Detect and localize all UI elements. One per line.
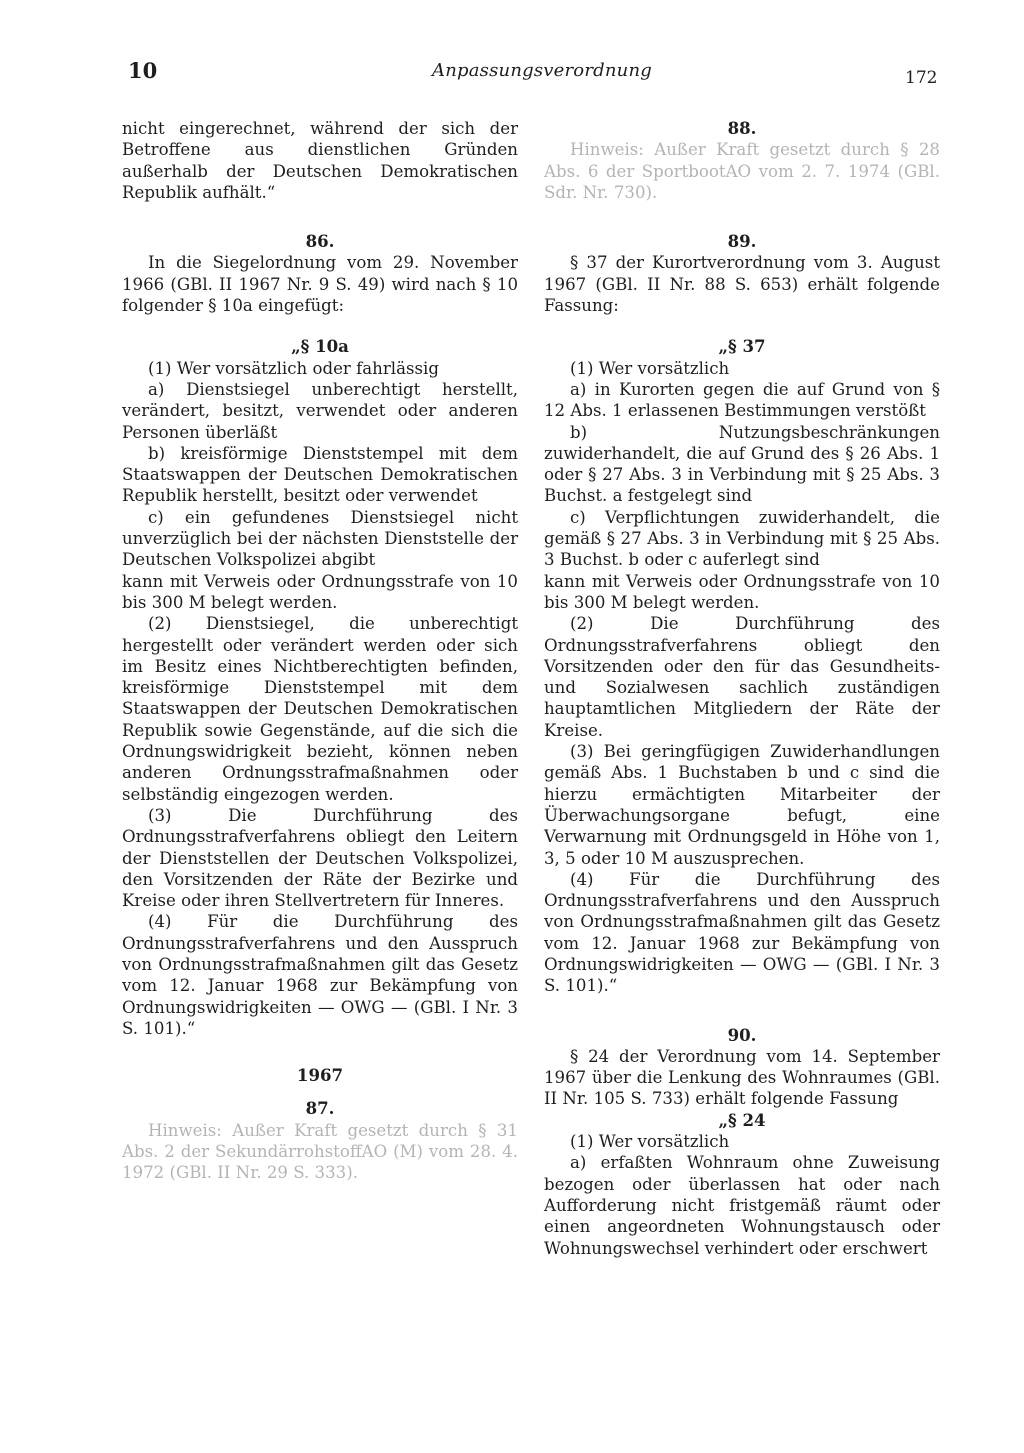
penalty-text: kann mit Verweis oder Ordnungsstrafe von 10 bis 300 M belegt werden.: [544, 571, 940, 612]
left-column: [122, 118, 518, 1184]
paragraph-2: (2) Die Durchführung des Ordnungsstrafverfahrens obliegt den Vorsitzenden oder den für das Gesundheits- und Sozialwesen sachlich zuständigen hauptamtlichen Mitgliedern der Räte der Kreise.: [544, 614, 940, 740]
section-87-number: 87.: [305, 1098, 335, 1119]
paragraph-4: (4) Für die Durchführung des Ordnungsstrafverfahrens und den Ausspruch von Ordnungsstrafmaßnahmen gilt das Gesetz vom 12. Januar 1968 zur Bekämpfung von Ordnungswidrigkeiten — OWG — (GBl. I Nr. 3 S. 101).“: [544, 869, 940, 996]
paragraph-3: (3) Bei geringfügigen Zuwiderhandlungen gemäß Abs. 1 Buchstaben b und c sind die hierzu ermächtigten Mitarbeiter der Überwachungsorgane befugt, eine Verwarnung mit Ordnungsgeld in Höhe von 1, 3, 5 oder 10 M auszusprechen.: [544, 742, 940, 868]
penalty-text: kann mit Verweis oder Ordnungsstrafe von 10 bis 300 M belegt werden.: [122, 571, 518, 612]
item-b: b) Nutzungsbeschränkungen zuwiderhandelt, die auf Grund des § 26 Abs. 1 oder § 27 Abs. 3 in Verbindung mit § 25 Abs. 3 Buchst. a festgelegt sind: [544, 422, 940, 506]
section-88-note: Hinweis: Außer Kraft gesetzt durch § 28 Abs. 6 der SportbootAO vom 2. 7. 1974 (GBl. Sdr. Nr. 730).: [544, 140, 940, 202]
section-10a-title: „§ 10a: [291, 336, 349, 357]
section-89-number: 89.: [727, 231, 757, 252]
page-number-right: 172: [905, 68, 938, 88]
right-column: [544, 118, 940, 1259]
section-87-note: Hinweis: Außer Kraft gesetzt durch § 31 Abs. 2 der SekundärrohstoffAO (M) vom 28. 4. 1972 (GBl. II Nr. 29 S. 333).: [122, 1120, 518, 1183]
item-a: a) Dienstsiegel unberechtigt herstellt, verändert, besitzt, verwendet oder anderen Personen überläßt: [122, 379, 518, 442]
continuation-text: nicht eingerechnet, während der sich der Betroffene aus dienstlichen Gründen außerhalb der Deutschen Demokratischen Republik aufhält.“: [122, 119, 518, 202]
paragraph-1: (1) Wer vorsätzlich: [570, 358, 730, 378]
paragraph-4: (4) Für die Durchführung des Ordnungsstrafverfahrens und den Ausspruch von Ordnungsstrafmaßnahmen gilt das Gesetz vom 12. Januar 1968 zur Bekämpfung von Ordnungswidrigkeiten — OWG — (GBl. I Nr. 3 S. 101).“: [122, 912, 518, 1038]
paragraph-2: (2) Dienstsiegel, die unberechtigt hergestellt oder verändert werden oder sich im Besitz eines Nichtberechtigten befinden, kreisförmige Dienststempel mit dem Staatswappen der Deutschen Demokratischen Republik sowie Gegenstände, auf die sich die Ordnungswidrigkeit bezieht, können neben anderen Ordnungsstrafmaßnahmen oder selbständig eingezogen werden.: [122, 614, 518, 804]
section-86-text: In die Siegelordnung vom 29. November 1966 (GBl. II 1967 Nr. 9 S. 49) wird nach § 10 folgender § 10a eingefügt:: [122, 253, 518, 316]
item-b: b) kreisförmige Dienststempel mit dem Staatswappen der Deutschen Demokratischen Republik herstellt, besitzt oder verwendet: [122, 443, 518, 506]
section-86-number: 86.: [305, 231, 335, 252]
section-37-title: „§ 37: [718, 336, 766, 357]
year-heading: 1967: [296, 1065, 344, 1086]
section-89-text: § 37 der Kurortverordnung vom 3. August 1967 (GBl. II Nr. 88 S. 653) erhält folgende Fassung:: [544, 253, 940, 316]
section-90-text: § 24 der Verordnung vom 14. September 1967 über die Lenkung des Wohnraumes (GBl. II Nr. 105 S. 733) erhält folgende Fassung: [544, 1046, 940, 1109]
item-c: c) ein gefundenes Dienstsiegel nicht unverzüglich bei der nächsten Dienststelle der Deutschen Volkspolizei abgibt: [122, 507, 518, 570]
section-88-number: 88.: [727, 118, 757, 138]
section-24-title: „§ 24: [718, 1109, 766, 1130]
section-90-number: 90.: [727, 1024, 757, 1045]
paragraph-1: (1) Wer vorsätzlich: [570, 1132, 730, 1152]
paragraph-3: (3) Die Durchführung des Ordnungsstrafverfahrens obliegt den Leitern der Dienststellen der Deutschen Volkspolizei, den Vorsitzenden der Räte der Bezirke und Kreise oder ihren Stellvertretern für Inneres.: [122, 805, 518, 911]
page-number: 10: [128, 58, 158, 83]
paragraph-1: (1) Wer vorsätzlich oder fahrlässig: [148, 358, 439, 378]
item-a: a) erfaßten Wohnraum ohne Zuweisung bezogen oder überlassen hat oder nach Aufforderung nicht fristgemäß räumt oder einen angeordneten Wohnungstausch oder Wohnungswechsel verhindert oder erschwert: [544, 1153, 940, 1258]
item-a: a) in Kurorten gegen die auf Grund von § 12 Abs. 1 erlassenen Bestimmungen verstößt: [544, 379, 940, 421]
running-title: Anpassungsverordnung: [432, 60, 652, 81]
item-c: c) Verpflichtungen zuwiderhandelt, die gemäß § 27 Abs. 3 in Verbindung mit § 25 Abs. 3 Buchst. b oder c auferlegt sind: [544, 507, 940, 570]
